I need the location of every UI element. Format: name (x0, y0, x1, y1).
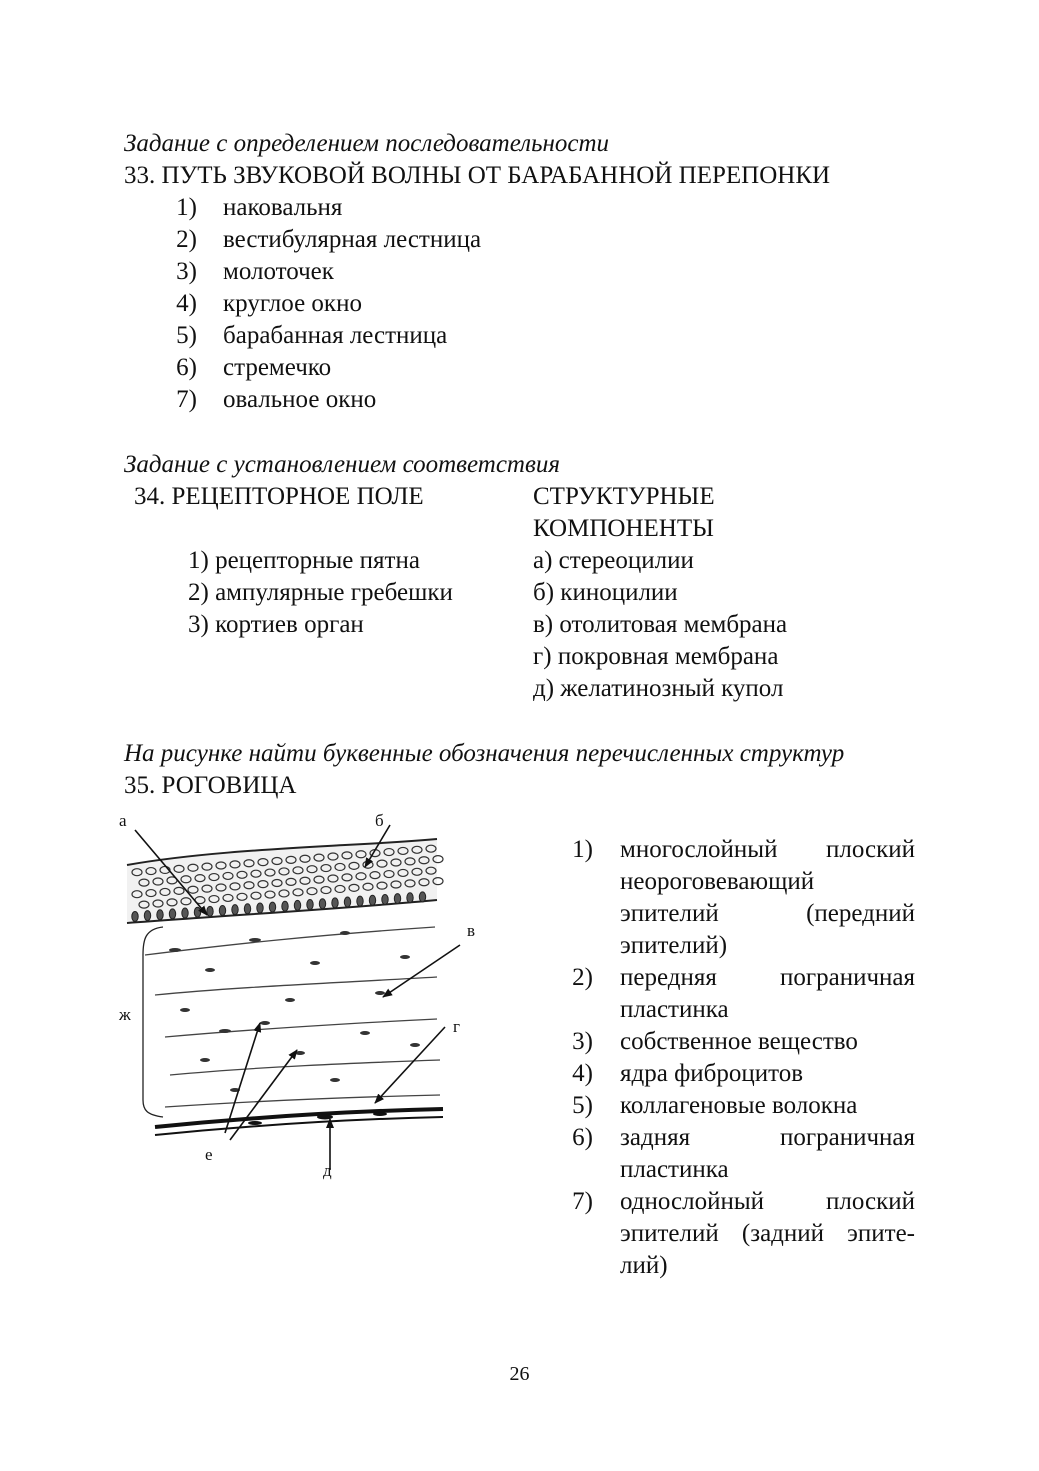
task35-heading: На рисунке найти буквенные обозначения перечисленных структур (124, 740, 845, 767)
list-item: д) желатинозный купол (533, 675, 784, 702)
figure-label-d: д (323, 1161, 332, 1180)
list-item: б) киноцилии (533, 579, 678, 606)
figure-label-g: г (453, 1017, 460, 1036)
figure-label-e: е (205, 1145, 213, 1164)
list-item: г) покровная мембрана (533, 643, 779, 670)
cornea-drawing (115, 805, 485, 1195)
figure-label-zh: ж (119, 1005, 131, 1024)
figure-label-a: а (119, 811, 127, 830)
page-number: 26 (509, 1363, 530, 1385)
list-item: 3) кортиев орган (188, 611, 364, 638)
task33-title: 33. ПУТЬ ЗВУКОВОЙ ВОЛНЫ ОТ БАРАБАННОЙ ПЕРЕПОНКИ (124, 162, 831, 189)
figure-label-b: б (375, 811, 384, 830)
list-item: 2) ампулярные гребешки (188, 579, 453, 606)
task34-right-title-2: КОМПОНЕНТЫ (533, 515, 714, 542)
figure-label-v: в (467, 921, 476, 940)
task35-title: 35. РОГОВИЦА (124, 772, 297, 799)
list-item: а) стереоцилии (533, 547, 694, 574)
list-item: в) отолитовая мембрана (533, 611, 788, 638)
task34-heading: Задание с установлением соответствия (124, 451, 560, 478)
cornea-figure (115, 805, 485, 1195)
task34-left-title: 34. РЕЦЕПТОРНОЕ ПОЛЕ (134, 483, 424, 510)
task33-heading: Задание с определением последовательности (124, 130, 609, 157)
list-item: 1) рецепторные пятна (188, 547, 420, 574)
task34-right-title-1: СТРУКТУРНЫЕ (533, 483, 715, 510)
